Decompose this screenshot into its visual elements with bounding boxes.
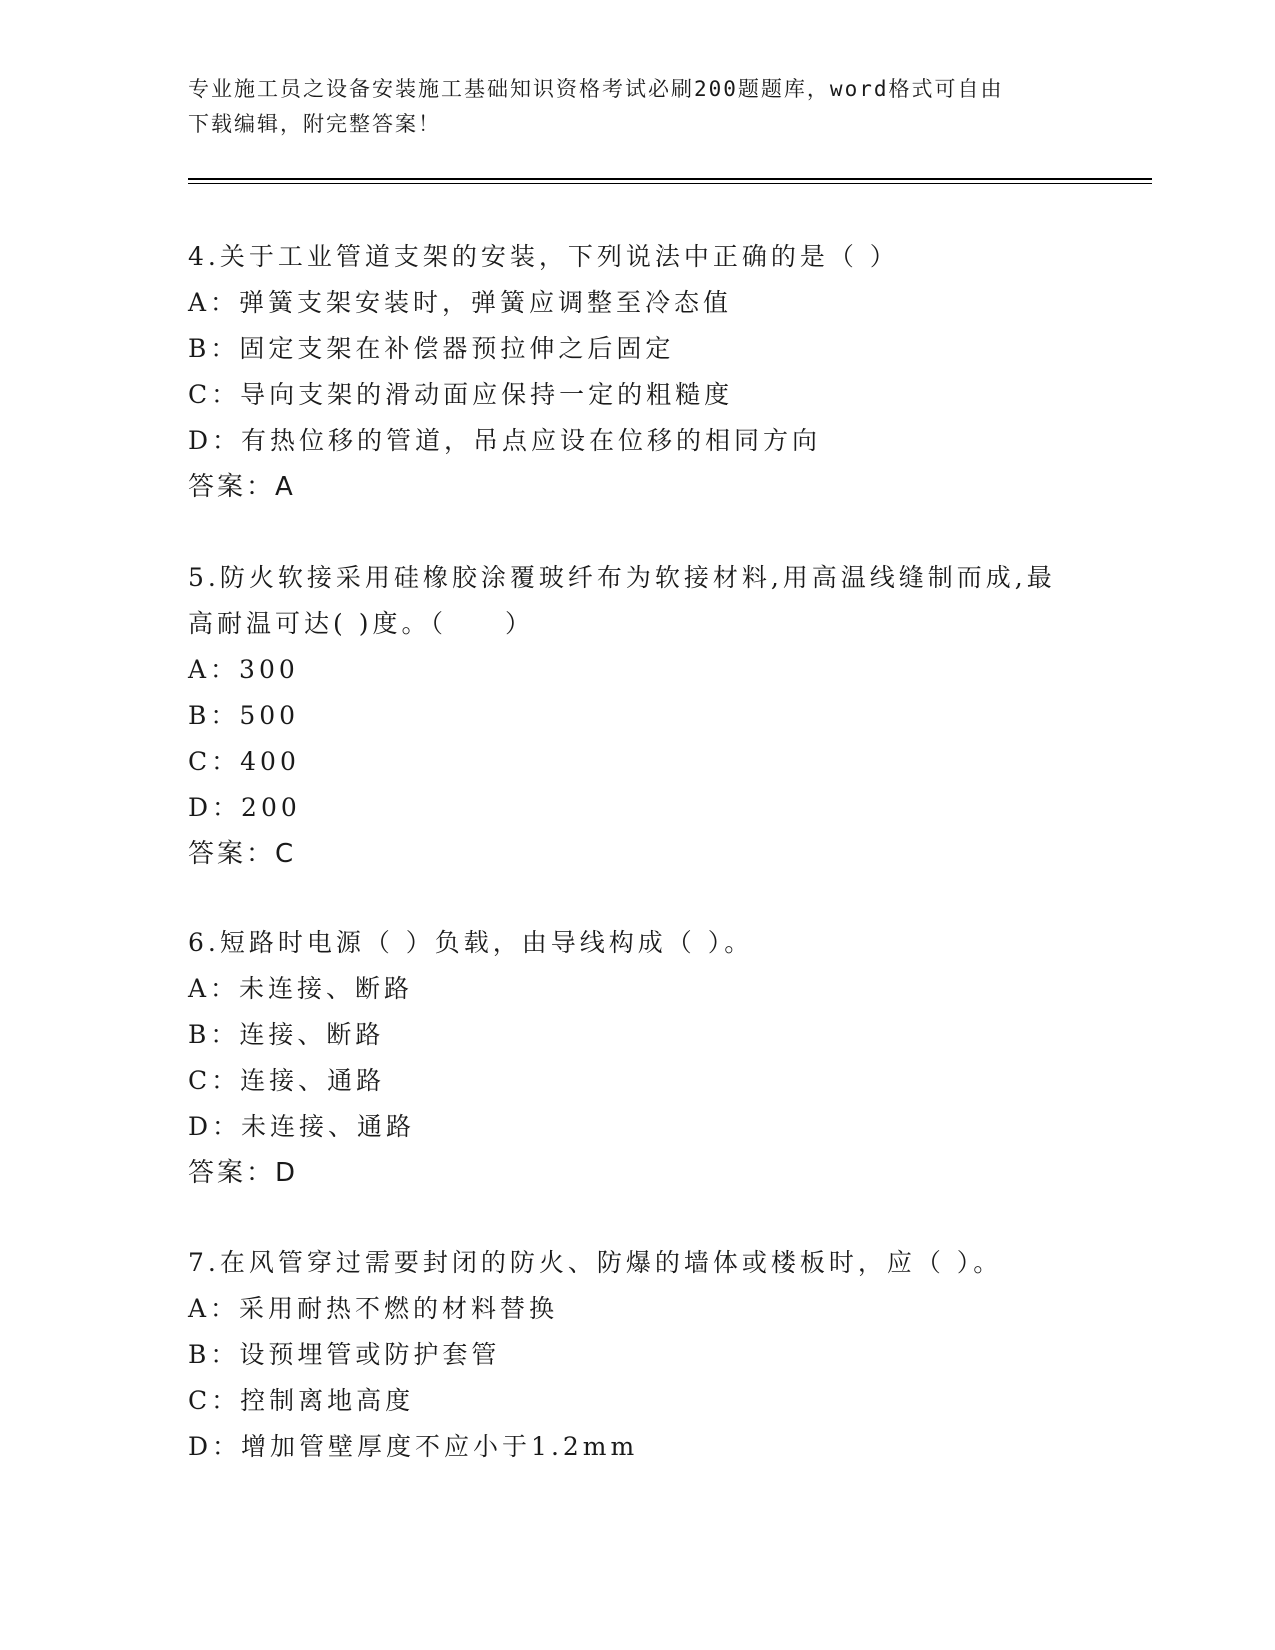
header-line-2: 下载编辑，附完整答案！	[188, 112, 441, 136]
option-c: C：连接、通路	[188, 1066, 386, 1095]
option-d: D：未连接、通路	[188, 1112, 416, 1141]
question-text: 7.在风管穿过需要封闭的防火、防爆的墙体或楼板时，应（ ）。	[188, 1248, 1003, 1277]
option-b: B：连接、断路	[188, 1020, 385, 1049]
option-b: B：设预埋管或防护套管	[188, 1340, 501, 1369]
question-6	[188, 920, 1088, 1196]
option-a: A：采用耐热不燃的材料替换	[188, 1294, 559, 1323]
header-line-1: 专业施工员之设备安装施工基础知识资格考试必刷200题题库，word格式可自由	[188, 77, 1004, 101]
option-c: C：400	[188, 747, 300, 776]
document-header	[188, 72, 1088, 142]
option-a: A：弹簧支架安装时，弹簧应调整至冷态值	[188, 288, 733, 317]
option-c: C：导向支架的滑动面应保持一定的粗糙度	[188, 380, 734, 409]
option-b: B：500	[188, 701, 300, 730]
option-a: A：未连接、断路	[188, 974, 414, 1003]
option-c: C：控制离地高度	[188, 1386, 415, 1415]
answer: 答案：D	[188, 1158, 299, 1188]
header-divider-thin	[188, 183, 1152, 184]
answer: 答案：C	[188, 839, 297, 869]
header-divider	[188, 178, 1152, 180]
question-text: 5.防火软接采用硅橡胶涂覆玻纤布为软接材料,用高温线缝制而成,最高耐温可达( )度。（ ）	[188, 563, 1056, 638]
question-text: 6.短路时电源（ ）负载，由导线构成（ ）。	[188, 928, 754, 957]
option-a: A：300	[188, 655, 299, 684]
question-4	[188, 234, 1088, 510]
option-d: D：200	[188, 793, 301, 822]
question-7	[188, 1240, 1088, 1470]
question-5	[188, 555, 1088, 877]
question-text: 4.关于工业管道支架的安装，下列说法中正确的是（ ）	[188, 242, 899, 271]
option-b: B：固定支架在补偿器预拉伸之后固定	[188, 334, 675, 363]
option-d: D：有热位移的管道，吊点应设在位移的相同方向	[188, 426, 822, 455]
answer: 答案：A	[188, 472, 296, 502]
option-d: D：增加管壁厚度不应小于1.2mm	[188, 1432, 639, 1461]
